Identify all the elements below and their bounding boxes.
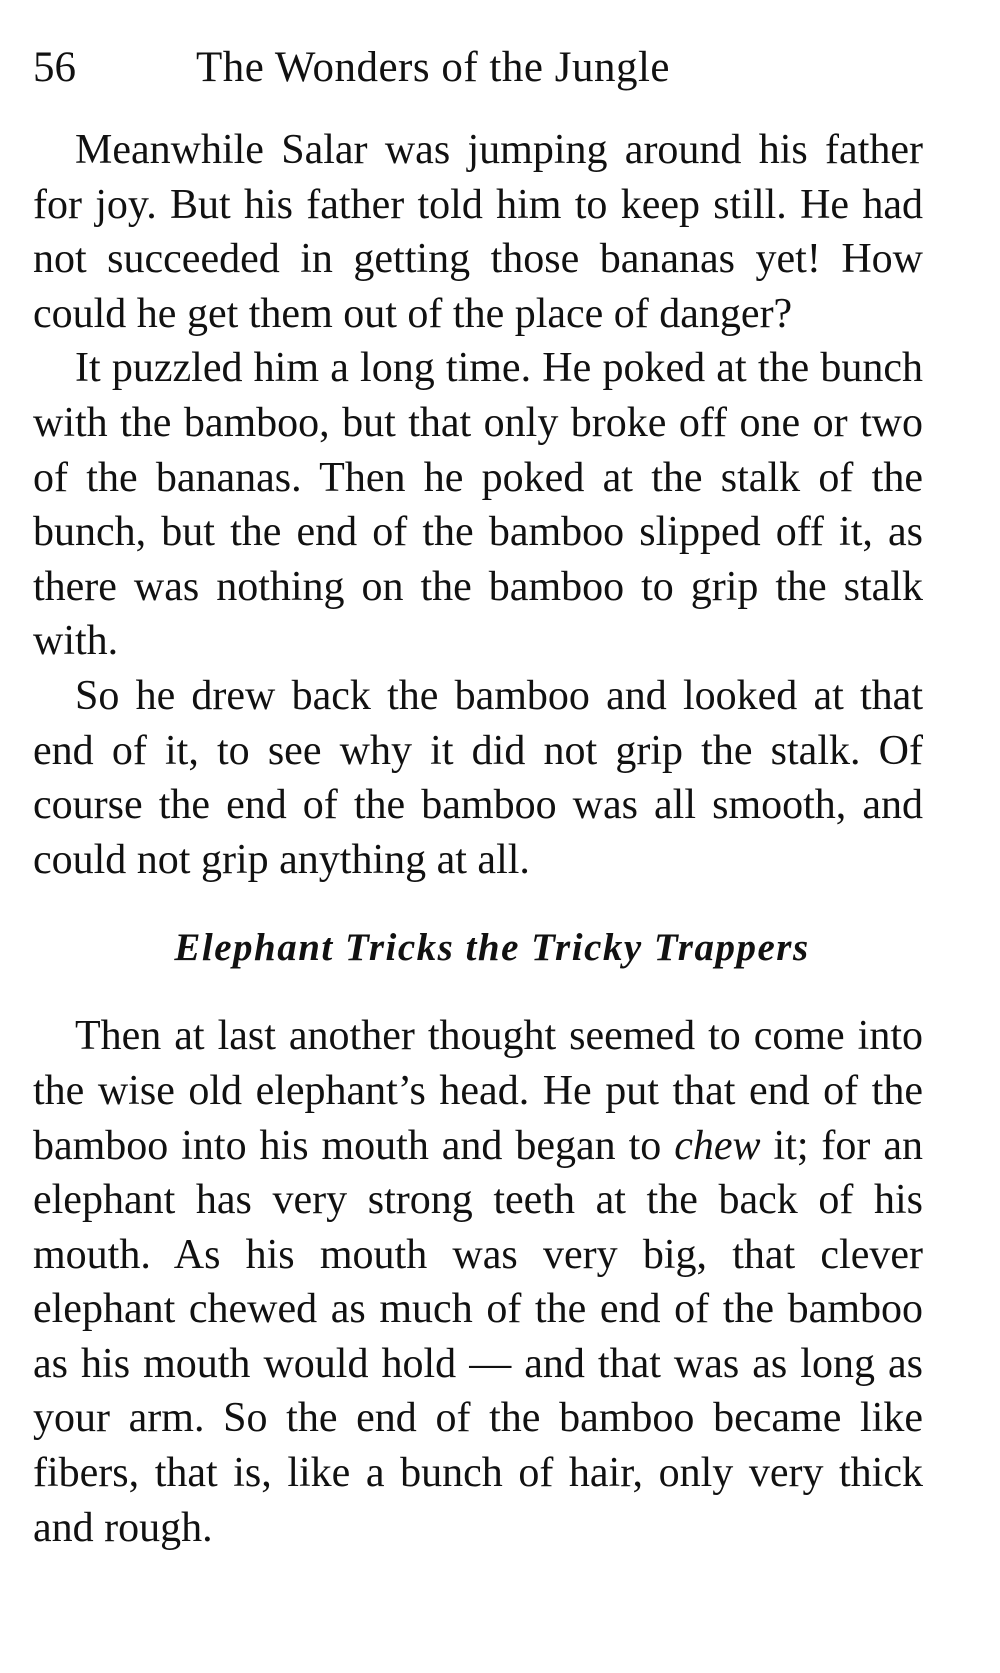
paragraph-4-text-end: it; for an elephant has very strong teeth at the back of his mouth. As his mouth was very big, that clever elephant chewed as much of the end of the bamboo as his mouth would hold — and that was as long as your arm. So the end of the bamboo became like fibers, that is, like a bunch of hair, only very thick and rough. xyxy=(33,1122,923,1551)
running-title: The Wonders of the Jungle xyxy=(196,44,670,91)
paragraph-4-emphasis: chew xyxy=(674,1122,761,1169)
paragraph-3: So he drew back the bamboo and looked at that end of it, to see why it did not grip the stalk. Of course the end of the bamboo was all smooth, and could not grip anything at all. xyxy=(33,672,923,883)
paragraph-1: Meanwhile Salar was jumping around his father for joy. But his father told him to keep still. He had not succeeded in getting those bananas yet! How could he get them out of the place of danger? xyxy=(33,127,923,337)
page-number: 56 xyxy=(33,44,76,91)
body-text xyxy=(33,123,923,1555)
running-head xyxy=(33,38,923,98)
paragraph-2: It puzzled him a long time. He poked at the bunch with the bamboo, but that only broke off one or two of the bananas. Then he poked at the stalk of the bunch, but the end of the bamboo slipped off it, as there was nothing on the bamboo to grip the stalk with. xyxy=(33,345,923,665)
paragraph-4 xyxy=(33,1009,923,1555)
paragraph-4-text-start: Then at last another thought seemed to come into the wise old elephant’s head. He put that end of the bamboo into his mouth and began to xyxy=(33,1013,923,1169)
section-heading: Elephant Tricks the Tricky Trappers xyxy=(174,926,810,970)
